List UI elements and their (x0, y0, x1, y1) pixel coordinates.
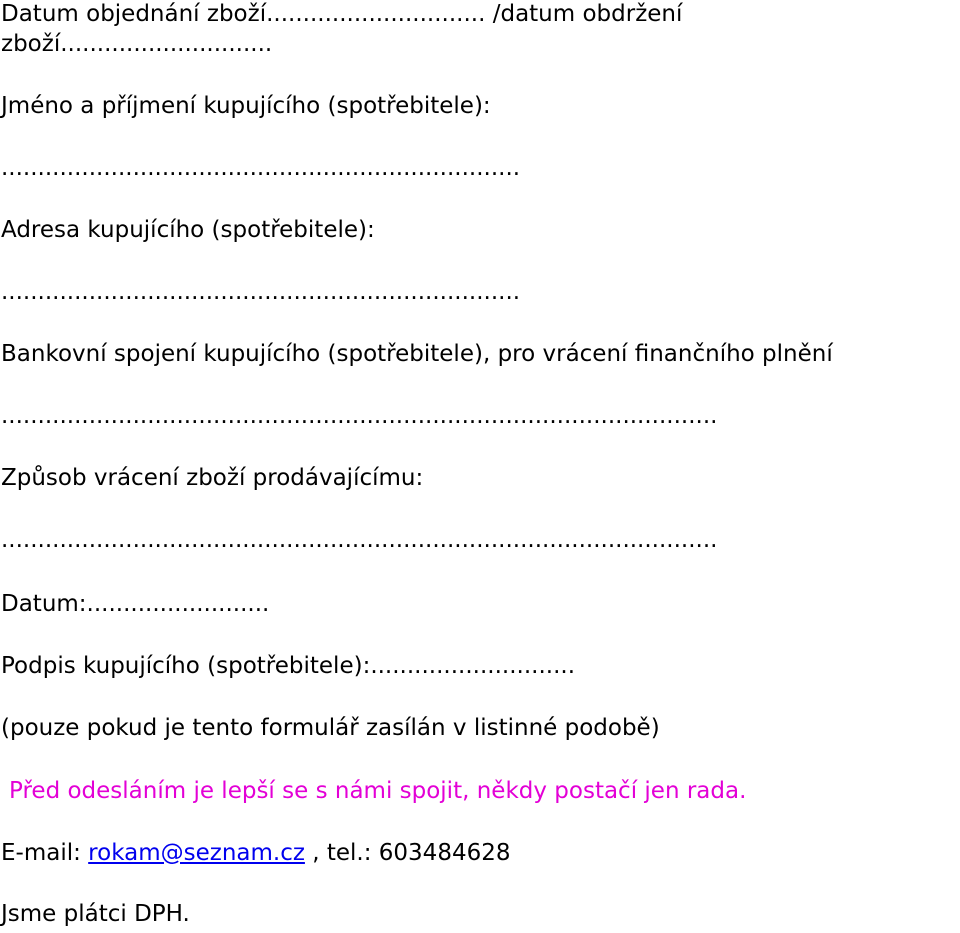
phone-text: , tel.: 603484628 (304, 840, 511, 866)
buyer-address-dots: ....................................................................... (1, 279, 521, 305)
order-date-line-2: zboží............................. (1, 31, 273, 57)
bank-account-dots: .................................................................................................. (1, 403, 718, 429)
buyer-name-dots: ....................................................................... (1, 155, 521, 181)
signature-note: (pouze pokud je tento formulář zasílán v listinné podobě) (1, 715, 660, 741)
buyer-name-label: Jméno a příjmení kupujícího (spotřebitele): (1, 93, 491, 119)
contact-line (1, 839, 510, 867)
email-label: E-mail: (1, 840, 89, 866)
signature-field: Podpis kupujícího (spotřebitele):............................ (1, 653, 576, 679)
return-method-label: Způsob vrácení zboží prodávajícímu: (1, 465, 424, 491)
return-method-dots: .................................................................................................. (1, 527, 718, 553)
bank-account-label: Bankovní spojení kupujícího (spotřebitele), pro vrácení finančního plnění (1, 341, 833, 367)
email-link[interactable]: rokam@seznam.cz (88, 840, 305, 866)
order-date-line-1: Datum objednání zboží.............................. /datum obdržení (1, 1, 683, 27)
date-field: Datum:......................... (1, 591, 270, 617)
vat-note: Jsme plátci DPH. (1, 901, 190, 927)
contact-notice: Před odesláním je lepší se s námi spojit, někdy postačí jen rada. (9, 778, 747, 804)
buyer-address-label: Adresa kupujícího (spotřebitele): (1, 217, 375, 243)
